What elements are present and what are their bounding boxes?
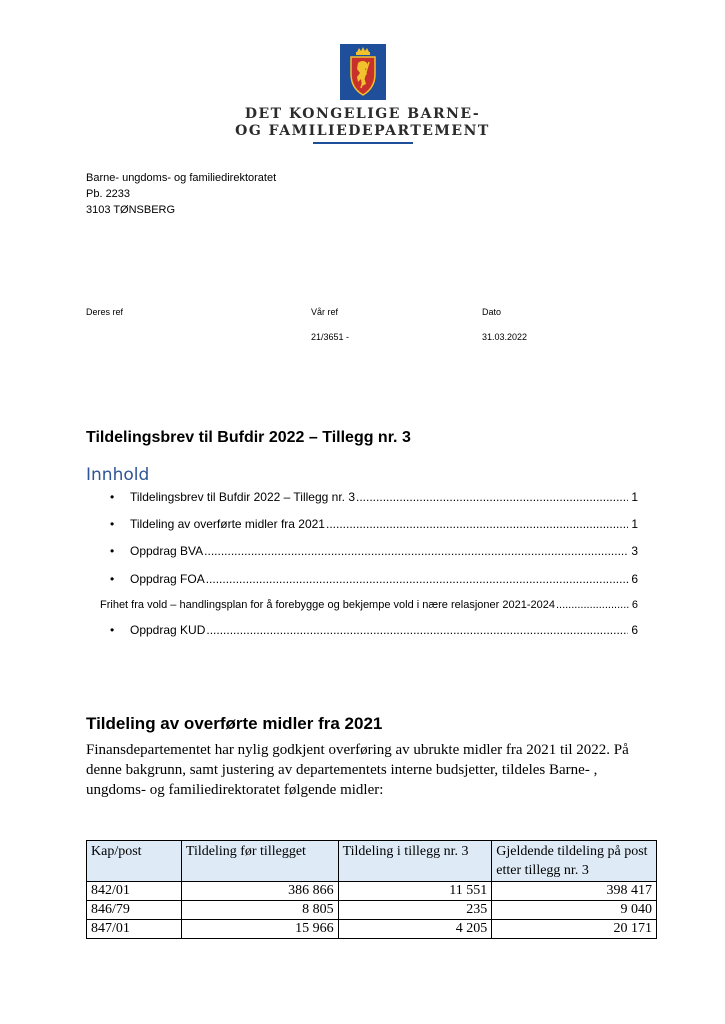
table-cell: 842/01 bbox=[87, 882, 182, 901]
table-cell: 4 205 bbox=[338, 920, 492, 939]
table-cell: 846/79 bbox=[87, 901, 182, 920]
toc-entry[interactable] bbox=[110, 516, 638, 532]
section-paragraph: Finansdepartementet har nylig godkjent overføring av ubrukte midler fra 2021 til 2022. På denne bakgrunn, samt justering av departementets interne budsjetter, tildeles Barne- , ungdoms- og familiedirektoratet følgende midler: bbox=[86, 742, 629, 798]
table-header-cell: Gjeldende tildeling på post etter tillegg nr. 3 bbox=[492, 841, 657, 882]
toc-entry-page: 6 bbox=[631, 623, 638, 637]
recipient-address bbox=[86, 170, 276, 218]
toc-entry-page: 6 bbox=[631, 572, 638, 586]
toc-leader bbox=[326, 516, 628, 532]
bullet-icon: • bbox=[110, 490, 115, 504]
toc-leader bbox=[204, 543, 628, 559]
deres-ref-label: Deres ref bbox=[86, 307, 124, 317]
toc-entry[interactable] bbox=[100, 597, 638, 613]
toc-leader bbox=[356, 489, 628, 505]
table-cell: 11 551 bbox=[338, 882, 492, 901]
table-header-cell: Kap/post bbox=[87, 841, 182, 882]
toc-entry[interactable] bbox=[110, 571, 638, 587]
org-name-line1: DET KONGELIGE BARNE- bbox=[244, 106, 481, 122]
table-cell: 847/01 bbox=[87, 920, 182, 939]
table-cell: 235 bbox=[338, 901, 492, 920]
dato-label: Dato bbox=[482, 307, 502, 317]
toc-entry-text: Tildeling av overførte midler fra 2021 bbox=[130, 517, 325, 531]
toc-leader bbox=[206, 622, 628, 638]
bullet-icon: • bbox=[110, 572, 115, 586]
toc-title: Innhold bbox=[86, 465, 150, 485]
toc-leader bbox=[206, 571, 629, 587]
var-ref-label: Vår ref bbox=[311, 307, 339, 317]
document-title: Tildelingsbrev til Bufdir 2022 – Tillegg nr. 3 bbox=[86, 429, 411, 446]
org-name-line2: OG FAMILIEDEPARTEMENT bbox=[235, 123, 490, 139]
toc-entry-page: 6 bbox=[631, 599, 638, 611]
toc-entry-text: Oppdrag KUD bbox=[130, 623, 206, 637]
deres-ref bbox=[86, 306, 123, 318]
ministry-logo bbox=[0, 44, 725, 144]
table-row bbox=[87, 882, 657, 901]
bullet-icon: • bbox=[110, 544, 115, 558]
table-cell: 15 966 bbox=[181, 920, 338, 939]
toc-entry[interactable] bbox=[110, 622, 638, 638]
table-row bbox=[87, 901, 657, 920]
toc-entry-text: Frihet fra vold – handlingsplan for å forebygge og bekjempe vold i nære relasjoner 2021-2024 bbox=[100, 599, 555, 611]
toc-entry-page: 1 bbox=[631, 517, 638, 531]
toc-entry-page: 3 bbox=[631, 544, 638, 558]
table-cell: 386 866 bbox=[181, 882, 338, 901]
toc-entry-text: Tildelingsbrev til Bufdir 2022 – Tillegg nr. 3 bbox=[130, 490, 356, 504]
table-cell: 8 805 bbox=[181, 901, 338, 920]
toc-entry-text: Oppdrag FOA bbox=[130, 572, 205, 586]
table-header-row bbox=[87, 841, 657, 882]
bullet-icon: • bbox=[110, 623, 115, 637]
logo-underline bbox=[313, 142, 413, 144]
var-ref-value: 21/3651 - bbox=[311, 332, 350, 342]
recipient-pobox: Pb. 2233 bbox=[86, 188, 131, 200]
recipient-postal: 3103 TØNSBERG bbox=[86, 204, 176, 216]
table-cell: 20 171 bbox=[492, 920, 657, 939]
bullet-icon: • bbox=[110, 517, 115, 531]
var-ref bbox=[311, 306, 349, 343]
allocation-table bbox=[86, 840, 657, 939]
recipient-name: Barne- ungdoms- og familiedirektoratet bbox=[86, 172, 277, 184]
norwegian-coat-of-arms-icon bbox=[340, 44, 386, 100]
table-cell: 398 417 bbox=[492, 882, 657, 901]
table-header-cell: Tildeling i tillegg nr. 3 bbox=[338, 841, 492, 882]
table-cell: 9 040 bbox=[492, 901, 657, 920]
toc-entry[interactable] bbox=[110, 543, 638, 559]
dato bbox=[482, 306, 527, 343]
toc-leader bbox=[556, 597, 629, 613]
toc-entry[interactable] bbox=[110, 489, 638, 505]
toc-entry-text: Oppdrag BVA bbox=[130, 544, 204, 558]
dato-value: 31.03.2022 bbox=[482, 332, 528, 342]
table-header-cell: Tildeling før tillegget bbox=[181, 841, 338, 882]
toc-entry-page: 1 bbox=[631, 490, 638, 504]
table-row bbox=[87, 920, 657, 939]
section-title: Tildeling av overførte midler fra 2021 bbox=[86, 714, 383, 733]
